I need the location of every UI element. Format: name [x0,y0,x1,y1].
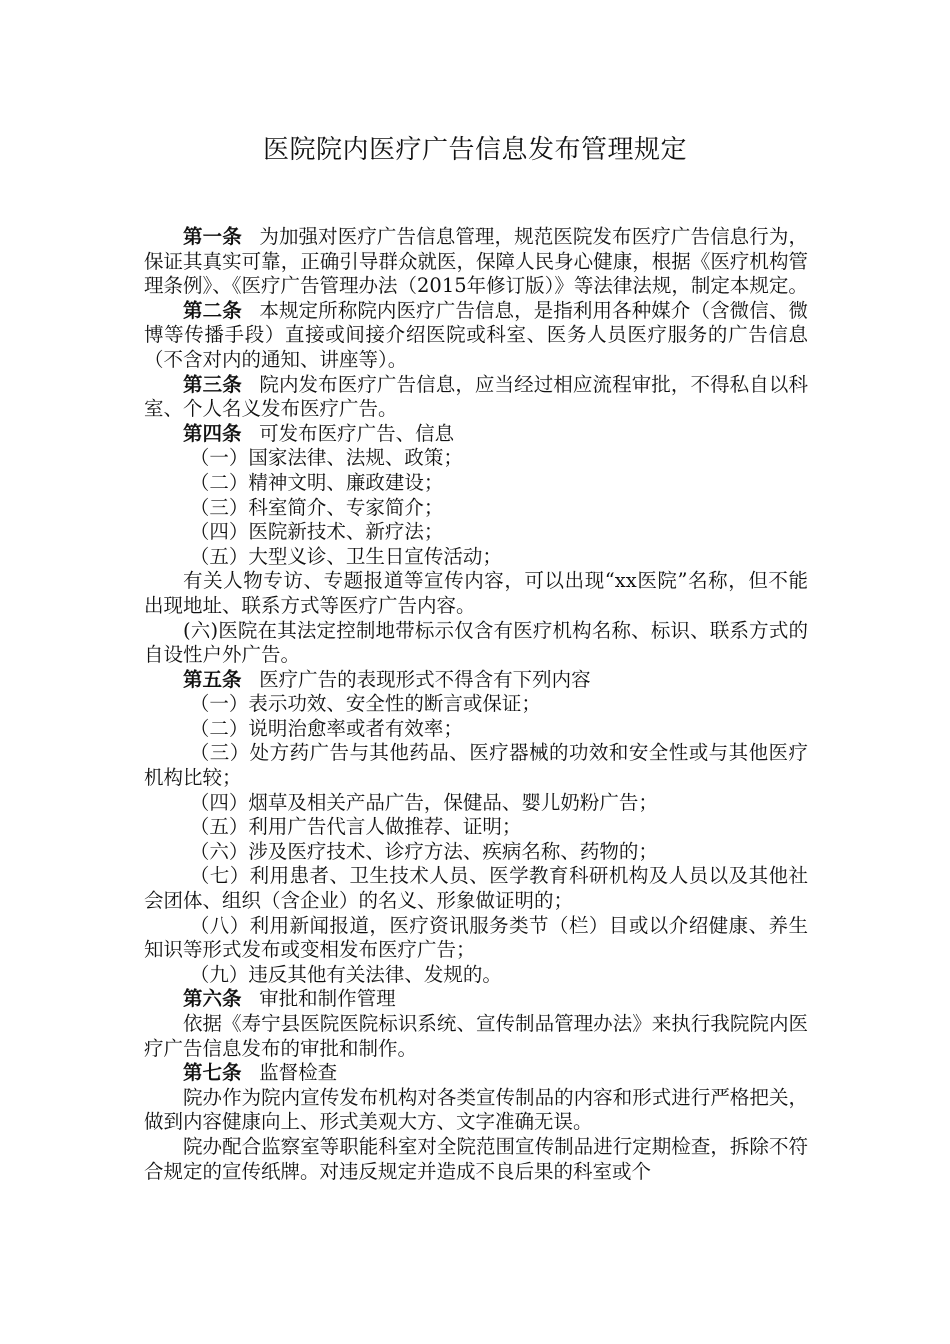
paragraph-text: （四）医院新技术、新疗法； [189,520,444,544]
paragraph-text: 院内发布医疗广告信息，应当经过相应流程审批，不得私自以科室、个人名义发布医疗广告。 [144,372,808,421]
body-paragraph [144,741,808,790]
body-paragraph [144,1086,808,1135]
article-label: 第六条 [183,987,242,1011]
document-body [144,225,808,1184]
body-paragraph [144,815,808,840]
body-paragraph [144,717,808,742]
body-paragraph [144,840,808,865]
paragraph-text: （三）处方药广告与其他药品、医疗器械的功效和安全性或与其他医疗机构比较； [144,741,808,790]
paragraph-text: （二）说明治愈率或者有效率； [189,716,463,740]
article-label: 第五条 [183,667,242,691]
article-paragraph [144,668,808,693]
paragraph-text: 可发布医疗广告、信息 [259,421,455,445]
document-title: 医院院内医疗广告信息发布管理规定 [262,135,687,165]
paragraph-text: （八）利用新闻报道，医疗资讯服务类节（栏）目或以介绍健康、养生知识等形式发布或变相发布医疗广告； [144,913,808,962]
body-paragraph [144,520,808,545]
paragraph-text: 有关人物专访、专题报道等宣传内容，可以出现“xx医院”名称，但不能出现地址、联系方式等医疗广告内容。 [144,569,808,617]
paragraph-text: （二）精神文明、廉政建设； [189,470,444,494]
paragraph-text: 院办作为院内宣传发布机构对各类宣传制品的内容和形式进行严格把关，做到内容健康向上、形式美观大方、文字准确无误。 [144,1085,808,1134]
body-paragraph [144,446,808,471]
paragraph-text: （三）科室简介、专家简介； [189,495,444,519]
article-paragraph [144,373,808,422]
article-paragraph [144,225,808,299]
article-paragraph [144,987,808,1012]
body-paragraph [144,1012,808,1061]
paragraph-text: （四）烟草及相关产品广告，保健品、婴儿奶粉广告； [189,790,658,814]
paragraph-text: (六)医院在其法定控制地带标示仅含有医疗机构名称、标识、联系方式的自设性户外广告。 [144,618,808,667]
article-paragraph [144,422,808,447]
article-label: 第七条 [183,1061,242,1085]
paragraph-text: （五）大型义诊、卫生日宣传活动； [189,544,502,568]
body-paragraph [144,914,808,963]
body-paragraph [144,545,808,570]
paragraph-text: （九）违反其他有关法律、发规的。 [189,962,502,986]
paragraph-text: （五）利用广告代言人做推荐、证明； [189,815,522,839]
paragraph-text: （六）涉及医疗技术、诊疗方法、疾病名称、药物的； [189,839,658,863]
body-paragraph [144,471,808,496]
article-label: 第一条 [183,225,242,248]
body-paragraph [144,496,808,521]
paragraph-text: （七）利用患者、卫生技术人员、医学教育科研机构及人员以及其他社会团体、组织（含企业）的名义、形象做证明的； [144,864,808,913]
article-label: 第四条 [183,421,242,445]
paragraph-text: 本规定所称院内医疗广告信息，是指利用各种媒介（含微信、微博等传播手段）直接或间接介绍医院或科室、医务人员医疗服务的广告信息（不含对内的通知、讲座等）。 [144,298,808,371]
paragraph-text: 医疗广告的表现形式不得含有下列内容 [259,667,591,691]
body-paragraph [144,791,808,816]
paragraph-text: 监督检查 [259,1061,338,1085]
body-paragraph [144,692,808,717]
paragraph-text: （一）表示功效、安全性的断言或保证； [189,692,541,716]
article-paragraph [144,1061,808,1086]
paragraph-text: 审批和制作管理 [259,987,396,1011]
article-paragraph [144,299,808,373]
body-paragraph [144,864,808,913]
paragraph-text: （一）国家法律、法规、政策； [189,446,463,470]
paragraph-text: 院办配合监察室等职能科室对全院范围宣传制品进行定期检查，拆除不符合规定的宣传纸牌。对违反规定并造成不良后果的科室或个 [144,1134,808,1183]
paragraph-text: 为加强对医疗广告信息管理，规范医院发布医疗广告信息行为，保证其真实可靠，正确引导群众就医，保障人民身心健康，根据《医疗机构管理条例》、《医疗广告管理办法（2015年修订版）》等法律法规，制定本规定。 [144,225,808,298]
article-label: 第二条 [183,298,242,322]
body-paragraph [144,619,808,668]
article-label: 第三条 [183,372,242,396]
body-paragraph [144,569,808,618]
body-paragraph [144,1135,808,1184]
body-paragraph [144,963,808,988]
paragraph-text: 依据《寿宁县医院医院标识系统、宣传制品管理办法》来执行我院院内医疗广告信息发布的审批和制作。 [144,1012,808,1060]
